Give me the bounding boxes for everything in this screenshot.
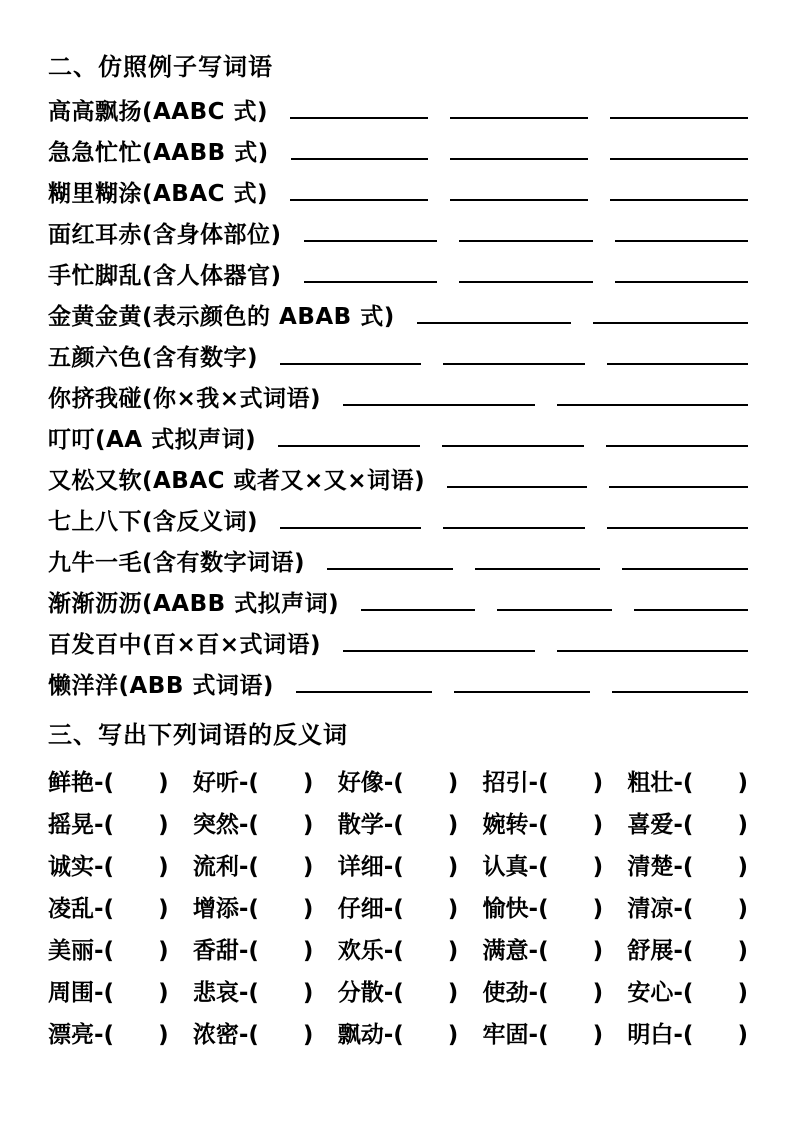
answer-paren-close: ) xyxy=(592,812,604,838)
answer-paren-open: -( xyxy=(94,812,115,838)
answer-blank-line xyxy=(290,199,428,201)
antonym-word: 满意 xyxy=(482,938,529,964)
exercise-prompt: 百发百中(百×百×式词语) xyxy=(48,632,322,658)
answer-blank-line xyxy=(327,568,453,570)
answer-paren-close: ) xyxy=(447,854,459,880)
answer-paren-close: ) xyxy=(447,980,459,1006)
exercise-line xyxy=(48,503,748,544)
answer-blank-line xyxy=(450,199,588,201)
exercise-prompt: 手忙脚乱(含人体器官) xyxy=(48,263,282,289)
antonym-word: 突然 xyxy=(192,812,239,838)
answer-paren-close: ) xyxy=(737,896,748,922)
exercise-prompt: 渐渐沥沥(AABB 式拟声词) xyxy=(48,591,340,617)
antonym-row xyxy=(48,848,748,890)
antonym-item xyxy=(338,1016,459,1049)
answer-blank-line xyxy=(610,199,748,201)
antonym-word: 欢乐 xyxy=(337,938,384,964)
antonym-item xyxy=(338,806,459,839)
answer-blank-line xyxy=(622,568,748,570)
answer-paren-close: ) xyxy=(737,812,748,838)
answer-blank-line xyxy=(278,445,420,447)
answer-paren-open: -( xyxy=(528,812,549,838)
answer-paren-close: ) xyxy=(158,980,169,1006)
antonym-item xyxy=(338,848,459,881)
answer-paren-open: -( xyxy=(528,854,549,880)
answer-paren-open: -( xyxy=(528,980,549,1006)
answer-blank-line xyxy=(447,486,586,488)
antonym-word: 粗壮 xyxy=(627,770,674,796)
answer-paren-open: -( xyxy=(528,896,549,922)
exercise-line xyxy=(48,667,748,708)
antonym-row xyxy=(48,806,748,848)
answer-blank-line xyxy=(280,363,421,365)
antonym-item xyxy=(193,974,314,1007)
answer-paren-open: -( xyxy=(238,812,259,838)
antonym-word: 招引 xyxy=(482,770,529,796)
answer-paren-open: -( xyxy=(673,1022,694,1048)
answer-paren-close: ) xyxy=(302,770,314,796)
antonym-item xyxy=(48,848,169,881)
answer-paren-close: ) xyxy=(302,854,314,880)
antonym-word: 诚实 xyxy=(48,854,94,880)
antonym-item xyxy=(193,890,314,923)
antonym-word: 摇晃 xyxy=(48,812,94,838)
answer-paren-close: ) xyxy=(158,812,169,838)
answer-blank-line xyxy=(459,281,592,283)
answer-paren-close: ) xyxy=(158,1022,169,1048)
answer-paren-close: ) xyxy=(302,896,314,922)
answer-blank-line xyxy=(459,240,592,242)
exercise-line xyxy=(48,421,748,462)
antonym-item xyxy=(627,974,748,1007)
exercise-line xyxy=(48,626,748,667)
antonym-word: 牢固 xyxy=(482,1022,529,1048)
answer-paren-open: -( xyxy=(383,854,404,880)
answer-paren-open: -( xyxy=(673,938,694,964)
antonym-item xyxy=(627,932,748,965)
answer-paren-close: ) xyxy=(592,1022,604,1048)
answer-paren-close: ) xyxy=(737,854,748,880)
antonym-word: 飘动 xyxy=(337,1022,384,1048)
antonym-item xyxy=(483,890,604,923)
antonym-word: 凌乱 xyxy=(48,896,94,922)
antonym-item xyxy=(483,1016,604,1049)
answer-blank-line xyxy=(343,404,534,406)
antonym-item xyxy=(627,764,748,797)
antonym-word: 愉快 xyxy=(482,896,529,922)
antonym-item xyxy=(48,806,169,839)
answer-paren-open: -( xyxy=(528,938,549,964)
antonym-item xyxy=(193,848,314,881)
antonym-row xyxy=(48,890,748,932)
answer-blank-line xyxy=(610,117,748,119)
answer-blank-line xyxy=(442,445,584,447)
exercise-prompt: 懒洋洋(ABB 式词语) xyxy=(48,673,274,699)
answer-paren-close: ) xyxy=(302,938,314,964)
exercise-line xyxy=(48,339,748,380)
answer-paren-close: ) xyxy=(737,1022,748,1048)
answer-paren-open: -( xyxy=(94,938,115,964)
answer-blank-line xyxy=(607,363,748,365)
exercise-line xyxy=(48,544,748,585)
exercise-prompt: 面红耳赤(含身体部位) xyxy=(48,222,282,248)
answer-paren-open: -( xyxy=(238,854,259,880)
section-two-heading: 二、仿照例子写词语 xyxy=(48,53,273,81)
answer-paren-open: -( xyxy=(238,938,259,964)
answer-blank-line xyxy=(450,158,588,160)
answer-blank-line xyxy=(634,609,748,611)
antonym-item xyxy=(48,1016,169,1049)
antonym-word: 好像 xyxy=(337,770,384,796)
section-two-exercise-list xyxy=(48,93,748,708)
answer-paren-close: ) xyxy=(158,896,169,922)
answer-paren-open: -( xyxy=(383,770,404,796)
answer-paren-open: -( xyxy=(238,980,259,1006)
answer-paren-open: -( xyxy=(383,1022,404,1048)
antonym-word: 舒展 xyxy=(627,938,674,964)
exercise-prompt: 七上八下(含反义词) xyxy=(48,509,259,535)
answer-paren-open: -( xyxy=(94,1022,115,1048)
exercise-prompt: 又松又软(ABAC 或者又×又×词语) xyxy=(48,468,426,494)
antonym-word: 清凉 xyxy=(627,896,674,922)
answer-paren-open: -( xyxy=(383,812,404,838)
exercise-prompt: 九牛一毛(含有数字词语) xyxy=(48,550,306,576)
answer-blank-line xyxy=(612,691,748,693)
answer-paren-close: ) xyxy=(592,980,604,1006)
answer-paren-open: -( xyxy=(94,896,115,922)
antonym-word: 散学 xyxy=(337,812,384,838)
answer-blank-line xyxy=(443,363,584,365)
answer-paren-close: ) xyxy=(158,854,169,880)
antonym-word: 增添 xyxy=(192,896,239,922)
antonym-item xyxy=(48,890,169,923)
antonym-item xyxy=(193,1016,314,1049)
antonym-item xyxy=(483,932,604,965)
antonym-word: 流利 xyxy=(192,854,239,880)
answer-paren-close: ) xyxy=(737,938,748,964)
antonym-row xyxy=(48,932,748,974)
answer-blank-line xyxy=(454,691,590,693)
answer-blank-line xyxy=(593,322,748,324)
exercise-line xyxy=(48,175,748,216)
answer-paren-close: ) xyxy=(158,938,169,964)
answer-paren-open: -( xyxy=(94,770,115,796)
answer-paren-close: ) xyxy=(447,1022,459,1048)
answer-paren-close: ) xyxy=(302,812,314,838)
antonym-row xyxy=(48,764,748,806)
exercise-prompt: 五颜六色(含有数字) xyxy=(48,345,259,371)
exercise-prompt: 急急忙忙(AABB 式) xyxy=(48,140,269,166)
antonym-item xyxy=(483,764,604,797)
exercise-prompt: 糊里糊涂(ABAC 式) xyxy=(48,181,269,207)
answer-blank-line xyxy=(615,240,748,242)
antonym-word: 使劲 xyxy=(482,980,529,1006)
antonym-item xyxy=(627,848,748,881)
answer-paren-open: -( xyxy=(528,1022,549,1048)
exercise-line xyxy=(48,134,748,175)
answer-paren-open: -( xyxy=(383,938,404,964)
answer-paren-close: ) xyxy=(592,938,604,964)
antonym-word: 分散 xyxy=(337,980,384,1006)
antonym-word: 详细 xyxy=(337,854,384,880)
answer-blank-line xyxy=(610,158,748,160)
answer-blank-line xyxy=(475,568,601,570)
answer-blank-line xyxy=(607,527,748,529)
answer-paren-open: -( xyxy=(673,770,694,796)
answer-blank-line xyxy=(417,322,572,324)
answer-paren-close: ) xyxy=(592,854,604,880)
answer-blank-line xyxy=(615,281,748,283)
answer-blank-line xyxy=(450,117,588,119)
answer-blank-line xyxy=(557,404,748,406)
antonym-item xyxy=(48,764,169,797)
antonym-item xyxy=(627,806,748,839)
antonym-item xyxy=(193,764,314,797)
antonym-item xyxy=(48,974,169,1007)
exercise-line xyxy=(48,585,748,626)
antonym-word: 周围 xyxy=(48,980,94,1006)
exercise-prompt: 叮叮(AA 式拟声词) xyxy=(48,427,257,453)
answer-blank-line xyxy=(290,117,428,119)
answer-paren-open: -( xyxy=(238,896,259,922)
exercise-line xyxy=(48,216,748,257)
antonym-word: 婉转 xyxy=(482,812,529,838)
answer-paren-open: -( xyxy=(673,812,694,838)
antonym-item xyxy=(48,932,169,965)
answer-paren-open: -( xyxy=(94,980,115,1006)
antonym-item xyxy=(193,806,314,839)
section-three-heading: 三、写出下列词语的反义词 xyxy=(48,721,348,749)
antonym-item xyxy=(627,890,748,923)
answer-paren-close: ) xyxy=(447,770,459,796)
answer-paren-open: -( xyxy=(238,1022,259,1048)
exercise-line xyxy=(48,380,748,421)
answer-blank-line xyxy=(291,158,429,160)
antonym-word: 好听 xyxy=(192,770,239,796)
exercise-line xyxy=(48,298,748,339)
antonym-row xyxy=(48,974,748,1016)
antonym-word: 清楚 xyxy=(627,854,674,880)
answer-paren-open: -( xyxy=(383,980,404,1006)
answer-blank-line xyxy=(361,609,475,611)
answer-paren-open: -( xyxy=(673,854,694,880)
antonym-item xyxy=(338,932,459,965)
answer-paren-close: ) xyxy=(302,980,314,1006)
answer-blank-line xyxy=(304,281,437,283)
section-three-antonym-grid xyxy=(48,764,748,1058)
exercise-line xyxy=(48,462,748,503)
answer-blank-line xyxy=(343,650,534,652)
antonym-item xyxy=(483,806,604,839)
answer-blank-line xyxy=(497,609,611,611)
antonym-item xyxy=(193,932,314,965)
answer-paren-close: ) xyxy=(158,770,169,796)
answer-paren-open: -( xyxy=(528,770,549,796)
antonym-word: 明白 xyxy=(627,1022,674,1048)
exercise-prompt: 你挤我碰(你×我×式词语) xyxy=(48,386,322,412)
antonym-word: 美丽 xyxy=(48,938,94,964)
answer-blank-line xyxy=(280,527,421,529)
answer-paren-open: -( xyxy=(238,770,259,796)
antonym-word: 认真 xyxy=(482,854,529,880)
antonym-item xyxy=(627,1016,748,1049)
answer-paren-open: -( xyxy=(673,896,694,922)
antonym-word: 安心 xyxy=(627,980,674,1006)
antonym-word: 香甜 xyxy=(192,938,239,964)
antonym-item xyxy=(483,974,604,1007)
antonym-word: 鲜艳 xyxy=(48,770,94,796)
answer-blank-line xyxy=(557,650,748,652)
antonym-item xyxy=(483,848,604,881)
answer-paren-close: ) xyxy=(447,812,459,838)
answer-paren-close: ) xyxy=(592,770,604,796)
antonym-word: 仔细 xyxy=(337,896,384,922)
antonym-item xyxy=(338,890,459,923)
antonym-word: 喜爱 xyxy=(627,812,674,838)
answer-blank-line xyxy=(443,527,584,529)
exercise-prompt: 高高飘扬(AABC 式) xyxy=(48,99,269,125)
antonym-item xyxy=(338,974,459,1007)
answer-paren-open: -( xyxy=(383,896,404,922)
answer-paren-open: -( xyxy=(94,854,115,880)
answer-paren-close: ) xyxy=(737,770,748,796)
exercise-prompt: 金黄金黄(表示颜色的 ABAB 式) xyxy=(48,304,395,330)
antonym-row xyxy=(48,1016,748,1058)
answer-paren-open: -( xyxy=(673,980,694,1006)
antonym-word: 漂亮 xyxy=(48,1022,94,1048)
answer-blank-line xyxy=(296,691,432,693)
exercise-line xyxy=(48,257,748,298)
answer-paren-close: ) xyxy=(447,938,459,964)
answer-blank-line xyxy=(609,486,748,488)
answer-blank-line xyxy=(606,445,748,447)
antonym-item xyxy=(338,764,459,797)
answer-blank-line xyxy=(304,240,437,242)
answer-paren-close: ) xyxy=(447,896,459,922)
exercise-line xyxy=(48,93,748,134)
answer-paren-close: ) xyxy=(592,896,604,922)
answer-paren-close: ) xyxy=(737,980,748,1006)
antonym-word: 浓密 xyxy=(192,1022,239,1048)
antonym-word: 悲哀 xyxy=(192,980,239,1006)
answer-paren-close: ) xyxy=(302,1022,314,1048)
